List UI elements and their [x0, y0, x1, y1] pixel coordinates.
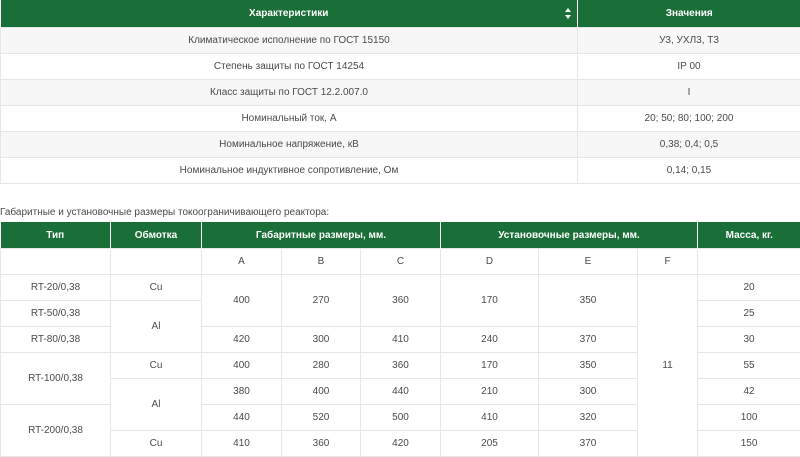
dim-e-cell: 370 [539, 327, 638, 353]
mass-cell: 55 [698, 353, 800, 379]
characteristic-name: Климатическое исполнение по ГОСТ 15150 [1, 28, 578, 54]
subheader-c: C [361, 249, 441, 275]
type-cell: RT-50/0,38 [1, 301, 111, 327]
subheader-d: D [441, 249, 539, 275]
mass-cell: 20 [698, 275, 800, 301]
characteristics-table [0, 0, 800, 184]
header-winding: Обмотка [111, 222, 202, 249]
dim-a-cell: 380 [202, 379, 282, 405]
dim-e-cell: 350 [539, 275, 638, 327]
header-overall-dimensions: Габаритные размеры, мм. [202, 222, 441, 249]
subheader-empty [111, 249, 202, 275]
dim-b-cell: 300 [282, 327, 361, 353]
dim-d-cell: 210 [441, 379, 539, 405]
type-cell: RT-100/0,38 [1, 353, 111, 405]
characteristic-value: 20; 50; 80; 100; 200 [578, 106, 800, 132]
subheader-b: B [282, 249, 361, 275]
dim-d-cell: 240 [441, 327, 539, 353]
table-row [1, 106, 800, 132]
dim-d-cell: 170 [441, 275, 539, 327]
characteristic-name: Степень защиты по ГОСТ 14254 [1, 54, 578, 80]
winding-cell: Al [111, 379, 202, 431]
type-cell: RT-80/0,38 [1, 327, 111, 353]
dim-a-cell: 420 [202, 327, 282, 353]
dim-f-cell: 11 [638, 275, 698, 457]
header-values-label: Значения [666, 8, 713, 19]
dim-e-cell: 370 [539, 431, 638, 457]
subheader-empty [1, 249, 111, 275]
dim-d-cell: 205 [441, 431, 539, 457]
dimensions-caption: Габаритные и установочные размеры токоограничивающего реактора: [0, 207, 329, 218]
winding-cell: Cu [111, 431, 202, 457]
characteristic-value: 0,38; 0,4; 0,5 [578, 132, 800, 158]
table-row [1, 275, 800, 301]
subheader-f: F [638, 249, 698, 275]
characteristic-value: I [578, 80, 800, 106]
subheader-a: A [202, 249, 282, 275]
characteristic-name: Номинальное индуктивное сопротивление, Ом [1, 158, 578, 184]
mass-cell: 100 [698, 405, 800, 431]
header-type: Тип [1, 222, 111, 249]
table-row [1, 132, 800, 158]
mass-cell: 30 [698, 327, 800, 353]
dim-d-cell: 170 [441, 353, 539, 379]
dim-e-cell: 350 [539, 353, 638, 379]
dim-b-cell: 360 [282, 431, 361, 457]
dim-b-cell: 280 [282, 353, 361, 379]
characteristic-value: IP 00 [578, 54, 800, 80]
dim-c-cell: 410 [361, 327, 441, 353]
winding-cell: Cu [111, 275, 202, 301]
type-cell: RT-200/0,38 [1, 405, 111, 457]
dim-a-cell: 400 [202, 353, 282, 379]
dim-e-cell: 320 [539, 405, 638, 431]
winding-cell: Cu [111, 353, 202, 379]
table-row [1, 158, 800, 184]
mass-cell: 42 [698, 379, 800, 405]
dim-a-cell: 410 [202, 431, 282, 457]
subheader-empty [698, 249, 800, 275]
dim-a-cell: 400 [202, 275, 282, 327]
characteristic-value: У3, УХЛ3, Т3 [578, 28, 800, 54]
type-cell: RT-20/0,38 [1, 275, 111, 301]
header-mass: Масса, кг. [698, 222, 800, 249]
dim-b-cell: 520 [282, 405, 361, 431]
dim-b-cell: 270 [282, 275, 361, 327]
dim-c-cell: 440 [361, 379, 441, 405]
characteristic-value: 0,14; 0,15 [578, 158, 800, 184]
header-mounting-dimensions: Установочные размеры, мм. [441, 222, 698, 249]
dimensions-table [0, 222, 800, 457]
characteristic-name: Номинальное напряжение, кВ [1, 132, 578, 158]
dim-e-cell: 300 [539, 379, 638, 405]
mass-cell: 25 [698, 301, 800, 327]
subheader-e: E [539, 249, 638, 275]
header-values[interactable] [578, 0, 800, 28]
dim-a-cell: 440 [202, 405, 282, 431]
dim-d-cell: 410 [441, 405, 539, 431]
characteristic-name: Номинальный ток, А [1, 106, 578, 132]
dim-c-cell: 360 [361, 353, 441, 379]
subheader-row [1, 249, 800, 275]
sort-icon[interactable] [565, 8, 571, 19]
winding-cell: Al [111, 301, 202, 353]
header-characteristics[interactable] [1, 0, 578, 28]
dim-b-cell: 400 [282, 379, 361, 405]
characteristic-name: Класс защиты по ГОСТ 12.2.007.0 [1, 80, 578, 106]
dim-c-cell: 420 [361, 431, 441, 457]
characteristics-header-row [1, 0, 800, 28]
table-row [1, 28, 800, 54]
header-characteristics-label: Характеристики [249, 8, 328, 19]
mass-cell: 150 [698, 431, 800, 457]
dim-c-cell: 500 [361, 405, 441, 431]
table-row [1, 54, 800, 80]
dim-c-cell: 360 [361, 275, 441, 327]
table-row [1, 80, 800, 106]
dimensions-header-row [1, 222, 800, 249]
